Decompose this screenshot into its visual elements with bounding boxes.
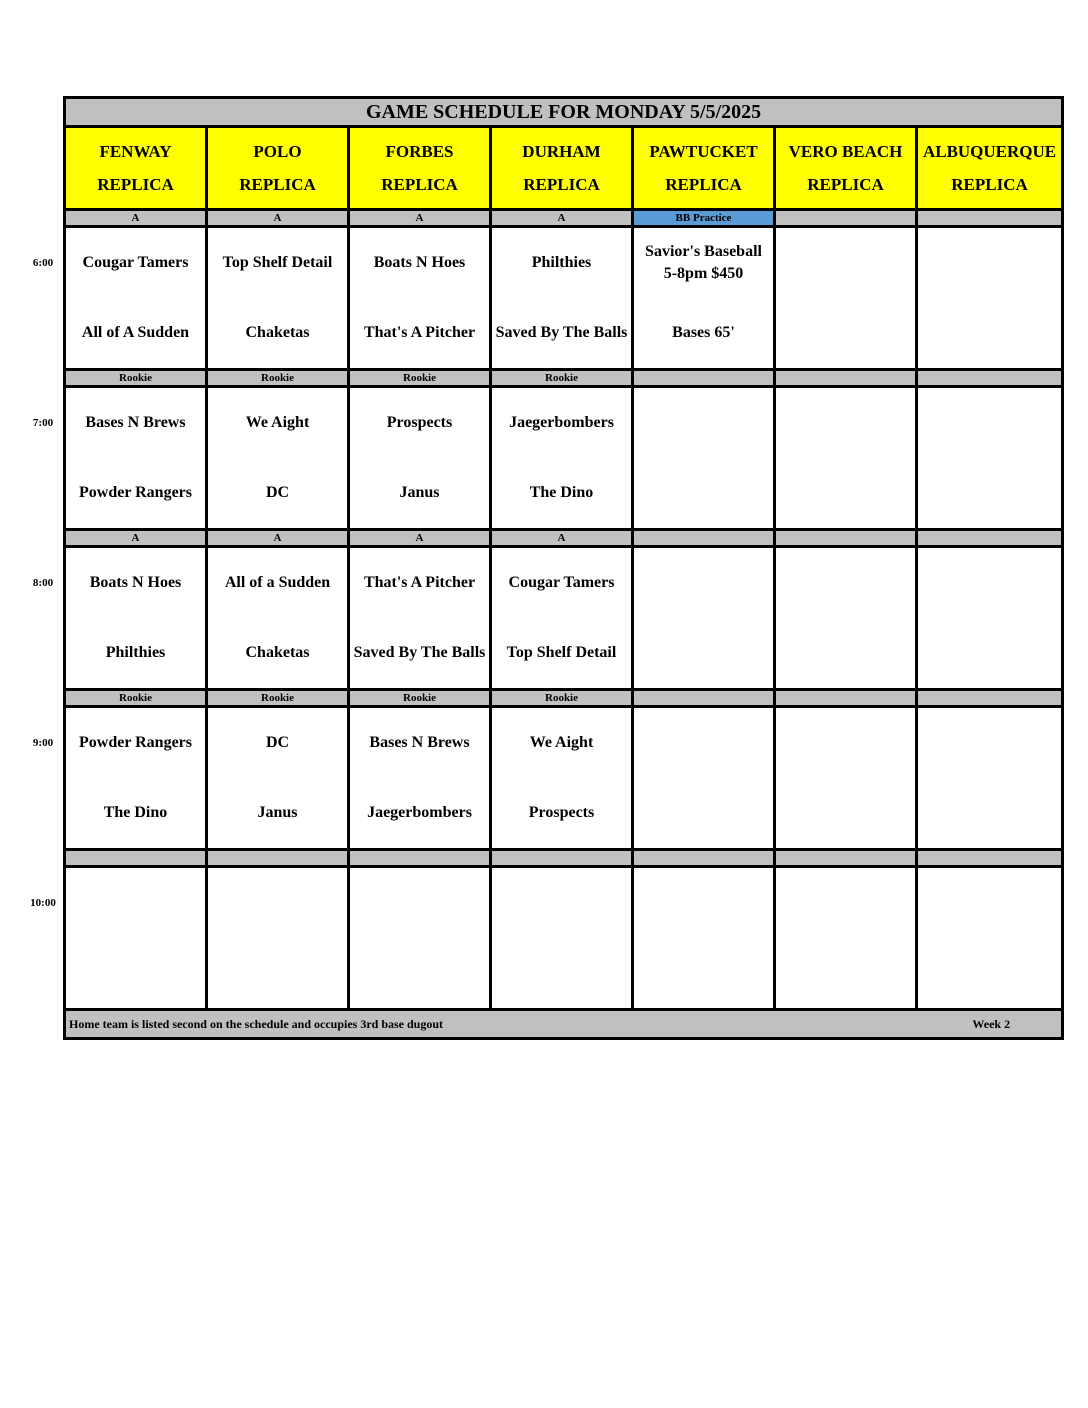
- game-cell: [775, 867, 917, 1010]
- away-team: [918, 868, 1061, 938]
- schedule-sheet: [63, 96, 1061, 1040]
- game-cell: [917, 867, 1063, 1010]
- game-cell: [633, 387, 775, 530]
- away-team: [66, 868, 205, 938]
- field-header-4: [491, 127, 633, 210]
- home-team: Bases 65': [672, 324, 735, 341]
- away-team: That's A Pitcher: [363, 574, 476, 591]
- away-team: Powder Rangers: [78, 734, 193, 751]
- division-label: Rookie: [207, 690, 349, 707]
- away-team: Philthies: [531, 254, 592, 271]
- home-team: Powder Rangers: [78, 484, 193, 501]
- game-cell: [65, 387, 207, 530]
- home-team: [918, 618, 1061, 688]
- home-team: [776, 778, 915, 848]
- field-header-5: [633, 127, 775, 210]
- division-label: A: [65, 210, 207, 227]
- home-team: [634, 778, 773, 848]
- division-label: [917, 850, 1063, 867]
- game-cell: [491, 867, 633, 1010]
- week-label: Week 2: [972, 1016, 1011, 1031]
- division-row: [65, 690, 1063, 707]
- home-team: Saved By The Balls: [495, 324, 628, 341]
- time-label: 9:00: [32, 736, 54, 749]
- home-team: [776, 298, 915, 368]
- home-team: Prospects: [528, 804, 595, 821]
- game-cell: [775, 707, 917, 850]
- game-cell: [349, 387, 491, 530]
- division-label: [775, 850, 917, 867]
- division-label: A: [491, 210, 633, 227]
- home-team: [634, 458, 773, 528]
- away-team: Bases N Brews: [85, 414, 186, 431]
- division-label: [775, 690, 917, 707]
- home-team: [492, 938, 631, 1008]
- field-subtitle: REPLICA: [239, 175, 316, 194]
- game-cell: [207, 707, 349, 850]
- away-team: [776, 548, 915, 618]
- title-row: [65, 98, 1063, 127]
- division-label: A: [65, 530, 207, 547]
- game-cell: [633, 227, 775, 370]
- game-cell: [349, 227, 491, 370]
- away-team: [776, 868, 915, 938]
- game-cell: [349, 707, 491, 850]
- away-team: [918, 548, 1061, 618]
- game-cell: [349, 867, 491, 1010]
- field-name: DURHAM: [522, 142, 601, 161]
- game-cell: [775, 387, 917, 530]
- away-team: We Aight: [245, 414, 310, 431]
- division-label: Rookie: [207, 370, 349, 387]
- division-label: BB Practice: [633, 210, 775, 227]
- division-label: [349, 850, 491, 867]
- division-label: [633, 530, 775, 547]
- field-header-row: [65, 127, 1063, 210]
- away-team: Savior's Baseball 5-8pm $450: [645, 243, 762, 282]
- away-team: Top Shelf Detail: [222, 254, 333, 271]
- field-header-3: [349, 127, 491, 210]
- division-label: [917, 210, 1063, 227]
- division-label: Rookie: [491, 370, 633, 387]
- division-label: Rookie: [349, 370, 491, 387]
- footer-row: [65, 1010, 1063, 1039]
- division-label: A: [349, 210, 491, 227]
- home-team: [776, 618, 915, 688]
- home-team: [776, 458, 915, 528]
- division-label: Rookie: [349, 690, 491, 707]
- game-cell: [65, 547, 207, 690]
- field-subtitle: REPLICA: [951, 175, 1028, 194]
- home-team: [918, 458, 1061, 528]
- away-team: Bases N Brews: [369, 734, 470, 751]
- away-team: Prospects: [386, 414, 453, 431]
- field-name: PAWTUCKET: [649, 142, 758, 161]
- division-label: [633, 850, 775, 867]
- away-team: Cougar Tamers: [82, 254, 189, 271]
- time-label: 7:00: [32, 416, 54, 429]
- home-team: The Dino: [103, 804, 168, 821]
- game-cell: [775, 547, 917, 690]
- away-team: [634, 388, 773, 458]
- division-label: A: [207, 530, 349, 547]
- home-team: Top Shelf Detail: [506, 644, 617, 661]
- game-cell: [65, 867, 207, 1010]
- away-team: [776, 388, 915, 458]
- game-cell: [917, 547, 1063, 690]
- home-team: Saved By The Balls: [353, 644, 486, 661]
- game-cell: [917, 227, 1063, 370]
- field-subtitle: REPLICA: [523, 175, 600, 194]
- away-team: [634, 868, 773, 938]
- home-team: [350, 938, 489, 1008]
- game-cell: [349, 547, 491, 690]
- field-name: FENWAY: [99, 142, 172, 161]
- home-team: [776, 938, 915, 1008]
- home-team: Janus: [257, 804, 298, 821]
- division-label: [207, 850, 349, 867]
- game-row: [65, 547, 1063, 690]
- game-cell: [491, 707, 633, 850]
- division-row: [65, 850, 1063, 867]
- field-header-7: [917, 127, 1063, 210]
- field-name: VERO BEACH: [788, 142, 903, 161]
- game-row: [65, 867, 1063, 1010]
- home-team: [634, 618, 773, 688]
- game-cell: [65, 227, 207, 370]
- field-header-1: [65, 127, 207, 210]
- game-cell: [491, 387, 633, 530]
- field-subtitle: REPLICA: [807, 175, 884, 194]
- game-cell: [491, 547, 633, 690]
- schedule-table: [63, 96, 1064, 1040]
- home-team: [918, 938, 1061, 1008]
- field-name: FORBES: [385, 142, 454, 161]
- division-label: Rookie: [65, 690, 207, 707]
- footer-note: Home team is listed second on the schedule and occupies 3rd base dugout: [69, 1016, 444, 1031]
- footer-cell: [65, 1010, 1063, 1039]
- division-label: [491, 850, 633, 867]
- home-team: DC: [265, 484, 290, 501]
- division-label: A: [207, 210, 349, 227]
- game-row: [65, 387, 1063, 530]
- game-cell: [65, 707, 207, 850]
- division-label: A: [491, 530, 633, 547]
- away-team: Jaegerbombers: [509, 414, 614, 431]
- time-label: 10:00: [30, 896, 56, 909]
- home-team: The Dino: [529, 484, 594, 501]
- game-cell: [917, 387, 1063, 530]
- division-label: [775, 370, 917, 387]
- game-cell: [491, 227, 633, 370]
- division-label: A: [349, 530, 491, 547]
- home-team: Janus: [399, 484, 440, 501]
- division-label: Rookie: [65, 370, 207, 387]
- home-team: [66, 938, 205, 1008]
- field-header-6: [775, 127, 917, 210]
- field-subtitle: REPLICA: [97, 175, 174, 194]
- time-label: 8:00: [32, 576, 54, 589]
- away-team: [634, 548, 773, 618]
- game-cell: [207, 227, 349, 370]
- home-team: That's A Pitcher: [363, 324, 476, 341]
- home-team: [918, 298, 1061, 368]
- field-name: ALBUQUERQUE: [922, 142, 1057, 161]
- away-team: We Aight: [529, 734, 594, 751]
- division-label: [775, 530, 917, 547]
- division-label: Rookie: [491, 690, 633, 707]
- away-team: Boats N Hoes: [89, 574, 182, 591]
- game-cell: [207, 867, 349, 1010]
- division-label: [917, 370, 1063, 387]
- game-cell: [633, 547, 775, 690]
- away-team: [776, 228, 915, 298]
- time-label: 6:00: [32, 256, 54, 269]
- home-team: Chaketas: [245, 324, 310, 341]
- game-cell: [917, 707, 1063, 850]
- page-title: GAME SCHEDULE FOR MONDAY 5/5/2025: [65, 98, 1063, 127]
- away-team: DC: [265, 734, 290, 751]
- game-cell: [633, 867, 775, 1010]
- division-row: [65, 530, 1063, 547]
- home-team: Chaketas: [245, 644, 310, 661]
- home-team: [634, 938, 773, 1008]
- away-team: [918, 388, 1061, 458]
- field-subtitle: REPLICA: [665, 175, 742, 194]
- division-label: [633, 690, 775, 707]
- away-team: Cougar Tamers: [508, 574, 615, 591]
- division-label: [917, 690, 1063, 707]
- game-row: [65, 227, 1063, 370]
- game-cell: [207, 387, 349, 530]
- division-label: [917, 530, 1063, 547]
- home-team: [918, 778, 1061, 848]
- division-label: [65, 850, 207, 867]
- away-team: [918, 228, 1061, 298]
- game-row: [65, 707, 1063, 850]
- game-cell: [775, 227, 917, 370]
- home-team: Jaegerbombers: [367, 804, 472, 821]
- division-row: [65, 370, 1063, 387]
- division-label: [633, 370, 775, 387]
- away-team: [350, 868, 489, 938]
- away-team: All of a Sudden: [224, 574, 331, 591]
- away-team: [776, 708, 915, 778]
- away-team: Boats N Hoes: [373, 254, 466, 271]
- home-team: Philthies: [105, 644, 166, 661]
- division-label: [775, 210, 917, 227]
- away-team: [208, 868, 347, 938]
- away-team: [634, 708, 773, 778]
- home-team: [208, 938, 347, 1008]
- division-row: [65, 210, 1063, 227]
- game-cell: [207, 547, 349, 690]
- home-team: All of A Sudden: [81, 324, 190, 341]
- away-team: [918, 708, 1061, 778]
- field-name: POLO: [253, 142, 302, 161]
- game-cell: [633, 707, 775, 850]
- field-subtitle: REPLICA: [381, 175, 458, 194]
- field-header-2: [207, 127, 349, 210]
- away-team: [492, 868, 631, 938]
